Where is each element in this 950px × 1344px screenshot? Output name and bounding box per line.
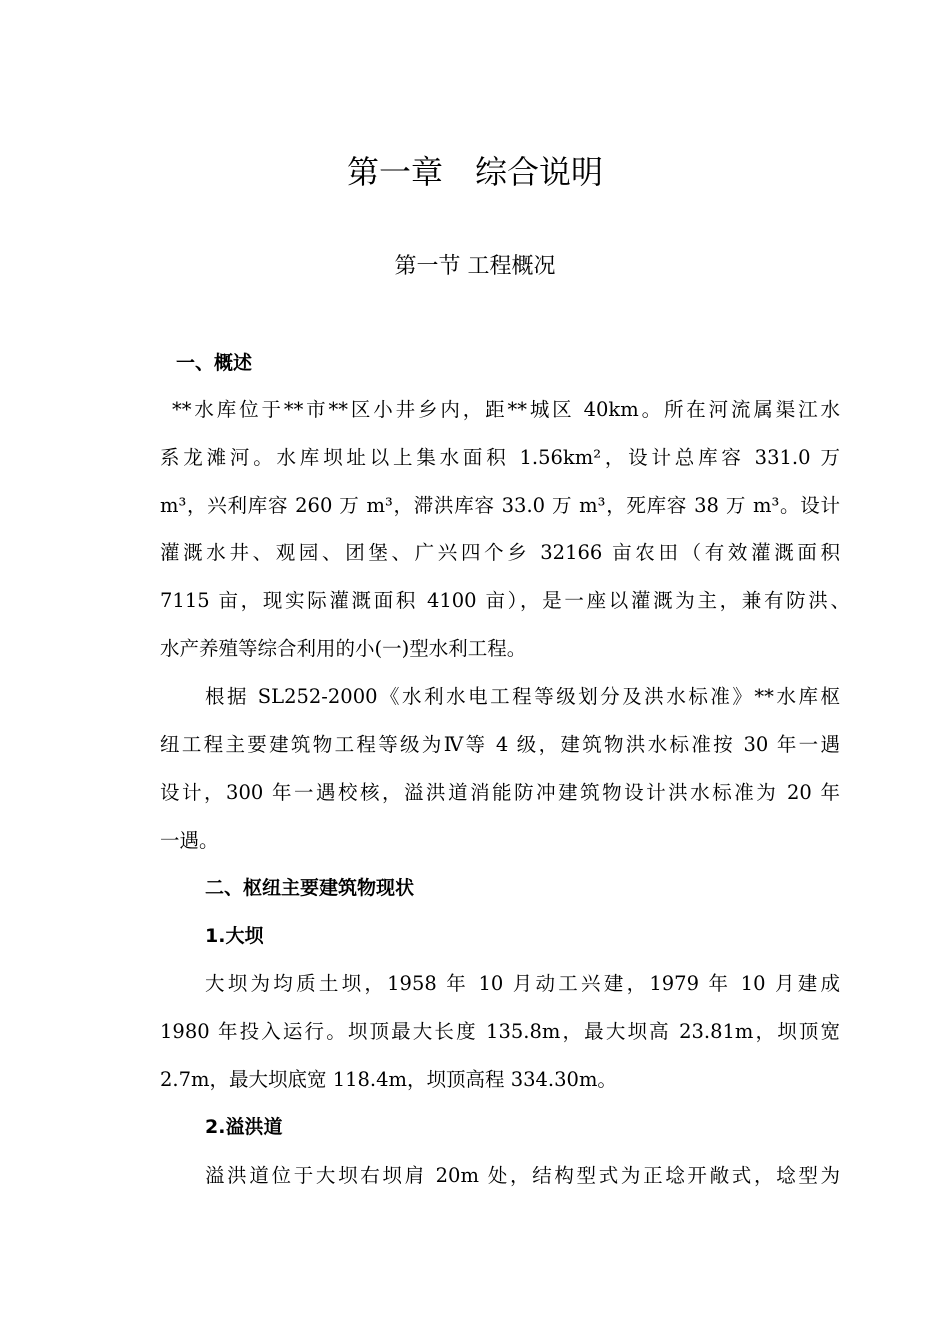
paragraph-line: 水产养殖等综合利用的小(一)型水利工程。 (160, 637, 527, 660)
heading-overview: 一、概述 (176, 352, 253, 374)
paragraph-line: m³，兴利库容 260 万 m³，滞洪库容 33.0 万 m³，死库容 38 万 m³。设计 (160, 494, 840, 517)
paragraph-line: **水库位于**市**区小井乡内，距**城区 40km。所在河流属渠江水 (172, 398, 840, 421)
heading-hub-status: 二、枢纽主要建筑物现状 (205, 877, 415, 899)
section-title: 第一节 工程概况 (394, 254, 556, 279)
paragraph-line: 纽工程主要建筑物工程等级为Ⅳ等 4 级，建筑物洪水标准按 30 年一遇 (160, 733, 840, 756)
paragraph-line: 1980 年投入运行。坝顶最大长度 135.8m，最大坝高 23.81m，坝顶宽 (160, 1020, 840, 1043)
heading-spillway: 2.溢洪道 (205, 1116, 283, 1138)
paragraph-line: 7115 亩，现实际灌溉面积 4100 亩），是一座以灌溉为主，兼有防洪、 (160, 589, 850, 612)
paragraph-line: 大坝为均质土坝，1958 年 10 月动工兴建，1979 年 10 月建成 (205, 972, 840, 995)
heading-dam: 1.大坝 (205, 925, 264, 947)
chapter-title: 第一章 综合说明 (346, 153, 603, 191)
paragraph-line: 设计，300 年一遇校核，溢洪道消能防冲建筑物设计洪水标准为 20 年 (160, 781, 840, 804)
paragraph-line: 根据 SL252-2000《水利水电工程等级划分及洪水标准》**水库枢 (205, 685, 840, 708)
paragraph-line: 灌溉水井、观园、团堡、广兴四个乡 32166 亩农田（有效灌溉面积 (160, 541, 840, 564)
paragraph-line: 系龙滩河。水库坝址以上集水面积 1.56km²，设计总库容 331.0 万 (160, 446, 840, 469)
paragraph-line: 一遇。 (160, 829, 219, 852)
paragraph-line: 溢洪道位于大坝右坝肩 20m 处，结构型式为正埝开敞式，埝型为 (205, 1164, 840, 1187)
paragraph-line: 2.7m，最大坝底宽 118.4m，坝顶高程 334.30m。 (160, 1068, 617, 1091)
